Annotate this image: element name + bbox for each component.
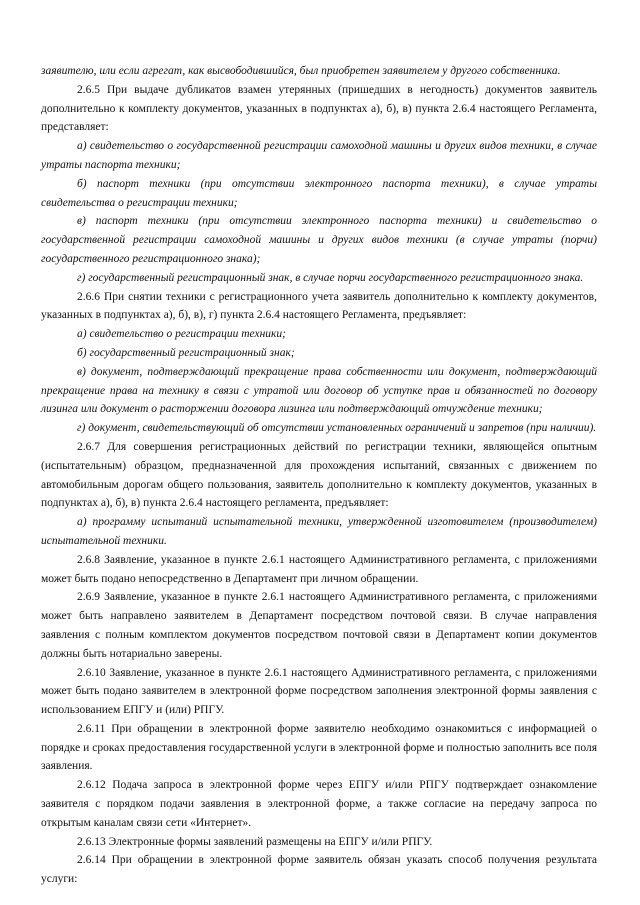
- paragraph-2-6-12: 2.6.12 Подача запроса в электронной форме через ЕПГУ и/или РПГУ подтверждает ознакомление заявителя с порядком подачи заявления в электронной форме, а также согласие на передачу запроса по открытым каналам связи сети «Интернет».: [41, 779, 597, 829]
- paragraph-2-6-5: 2.6.5 При выдаче дубликатов взамен утерянных (пришедших в негодность) документов заявитель дополнительно к комплекту документов, указанных в подпунктах а), б), в) пункта 2.6.4 настоящего Регламента, представляет:: [41, 83, 597, 134]
- list-item-b: б) паспорт техники (при отсутствии электронного паспорта техники), в случае утраты свидетельства о регистрации техники;: [41, 177, 597, 209]
- paragraph-2-6-6: 2.6.6 При снятии техники с регистрационного учета заявитель дополнительно к комплекту документов, указанных в подпунктах а), б), в), г) пункта 2.6.4 настоящего Регламента, предъявляет:: [41, 290, 597, 322]
- list-item-g: г) документ, свидетельствующий об отсутствии установленных ограничений и запретов (при наличии).: [77, 422, 597, 435]
- list-item-b: б) государственный регистрационный знак;: [77, 346, 295, 359]
- paragraph-2-6-11: 2.6.11 При обращении в электронной форме заявителю необходимо ознакомиться с информацией о порядке и сроках предоставления государственной услуги в электронной форме и полностью заполнить все поля заявления.: [41, 722, 597, 773]
- list-item-v: в) документ, подтверждающий прекращение права собственности или документ, подтверждающий прекращение права на технику в связи с утратой или договор об уступке прав и обязанностей по договору лизинга или документ о расторжении договора лизинга или подтверждающий отчуждение техники;: [41, 365, 597, 416]
- paragraph-2-6-7: 2.6.7 Для совершения регистрационных действий по регистрации техники, являющейся опытным (испытательным) образцом, предназначенной для прохождения испытаний, связанных с движением по автомобильным дорогам общего пользования, заявитель дополнительно к комплекту документов, указанных в подпунктах а), б), в) пункта 2.6.4 настоящего регламента, предъявляет:: [41, 440, 597, 510]
- paragraph-2-6-8: 2.6.8 Заявление, указанное в пункте 2.6.1 настоящего Административного регламента, с приложениями может быть подано непосредственно в Департамент при личном обращении.: [41, 553, 597, 585]
- paragraph-2-6-14: 2.6.14 При обращении в электронной форме заявитель обязан указать способ получения результата услуги:: [41, 854, 597, 886]
- list-item-a: а) программу испытаний испытательной техники, утвержденной изготовителем (производителем) испытательной техники.: [41, 516, 597, 547]
- list-item-v: в) паспорт техники (при отсутствии электронного паспорта техники) и свидетельство о государственной регистрации самоходной машины и других видов техники (в случае утраты (порчи) государственного регистрационного знака);: [41, 215, 597, 265]
- list-item-g: г) государственный регистрационный знак, в случае порчи государственного регистрационного знака.: [77, 271, 584, 284]
- list-item-a: а) свидетельство о государственной регистрации самоходной машины и других видов техники, в случае утраты паспорта техники;: [41, 140, 597, 171]
- list-item-a: а) свидетельство о регистрации техники;: [77, 328, 286, 341]
- paragraph-2-6-9: 2.6.9 Заявление, указанное в пункте 2.6.1 настоящего Административного регламента, с приложениями может быть направлено заявителем в Департамент посредством почтовой связи. В случае направления заявления с полным комплектом документов посредством почтовой связи в Департамент копии документов должны быть нотариально заверены.: [41, 591, 597, 660]
- paragraph-2-6-13: 2.6.13 Электронные формы заявлений размещены на ЕПГУ и/или РПГУ.: [77, 835, 433, 848]
- paragraph-continuation: заявителю, или если агрегат, как высвободившийся, был приобретен заявителем у другого собственника.: [41, 65, 561, 77]
- paragraph-2-6-10: 2.6.10 Заявление, указанное в пункте 2.6.1 настоящего Административного регламента, с приложениями может быть подано заявителем в электронной форме посредством заполнения электронной формы заявления с использованием ЕПГУ и (или) РПГУ.: [41, 666, 597, 717]
